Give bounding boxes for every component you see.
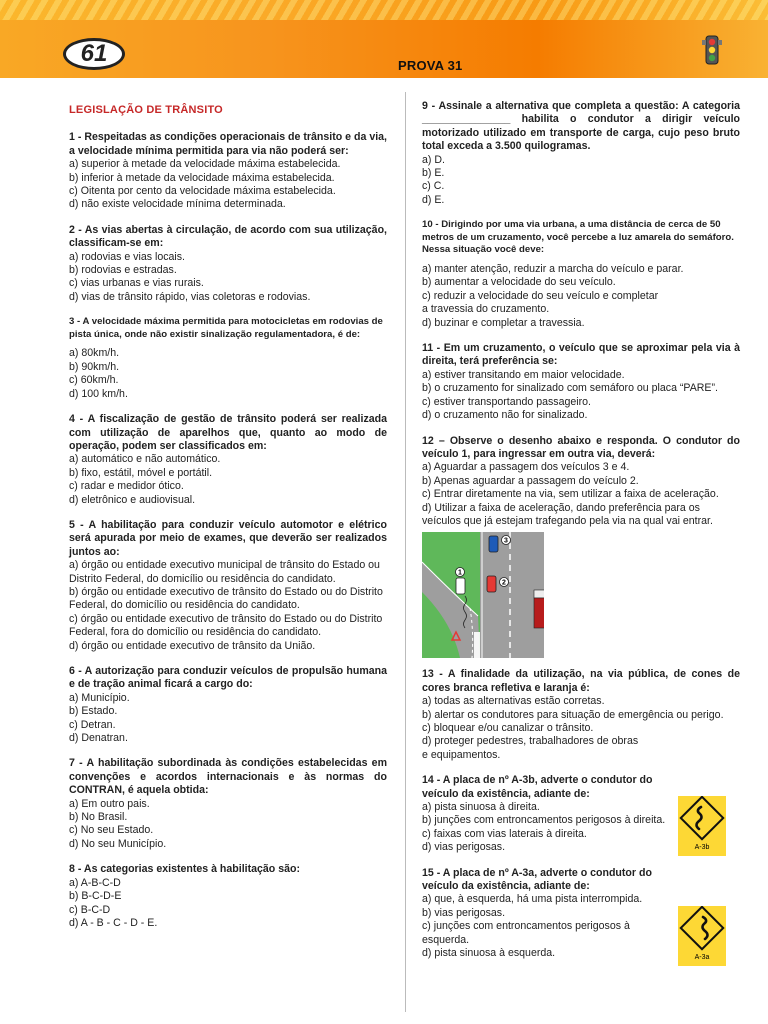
sign-a3a-label: A-3a — [694, 954, 710, 961]
option: c) B-C-D — [69, 903, 111, 916]
option: c) faixas com vias laterais à direita. — [422, 827, 587, 840]
option: a) superior à metade da velocidade máxima estabelecida. — [69, 158, 341, 171]
question-4 — [69, 413, 387, 507]
option: e equipamentos. — [422, 748, 501, 761]
question-stem: 14 - A placa de nº A-3b, adverte o condutor do veículo da existência, adiante de: — [422, 774, 653, 800]
option: a) D. — [422, 153, 445, 166]
vehicle-3 — [489, 536, 498, 552]
option: d) buzinar e completar a travessia. — [422, 316, 585, 329]
exam-title: PROVA 31 — [398, 58, 463, 73]
option: a) 80km/h. — [69, 347, 120, 360]
option: b) junções com entroncamentos perigosos à direita. — [422, 814, 666, 827]
option: d) vias de trânsito rápido, vias coletoras e rodovias. — [69, 290, 311, 303]
road-diagram — [422, 532, 544, 658]
page-number: 61 — [63, 38, 125, 70]
option: b) fixo, estátil, móvel e portátil. — [69, 466, 213, 479]
option: c) radar e medidor ótico. — [69, 480, 184, 493]
question-3 — [69, 316, 387, 401]
option: c) 60km/h. — [69, 374, 119, 387]
option: a) Em outro pais. — [69, 797, 150, 810]
option: a) manter atenção, reduzir a marcha do veículo e parar. — [422, 263, 684, 276]
question-stem: 2 - As vias abertas à circulação, de acordo com sua utilização, classificam-se em: — [69, 223, 387, 250]
option: d) pista sinuosa à esquerda. — [422, 947, 556, 960]
question-stem: 9 - Assinale a alternativa que completa a questão: A categoria _______________ habilita o condutor a dirigir veículo motorizado utilizado em transporte de carga, cujo peso bruto total exceda a 3.500 quilogramas. — [422, 100, 740, 153]
option: c) No seu Estado. — [69, 824, 154, 837]
sign-a3b-icon — [678, 796, 726, 856]
option: b) órgão ou entidade executivo de trânsito do Estado ou do Distrito Federal, do domicílio ou residência do candidato. — [69, 585, 383, 612]
question-10 — [422, 219, 740, 330]
option: d) Utilizar a faixa de aceleração, dando preferência para os veículos que já estejam trafegando pela via na qual vai entrar. — [422, 501, 713, 527]
option: d) E. — [422, 193, 445, 206]
option: c) vias urbanas e vias rurais. — [69, 277, 204, 290]
option: c) bloquear e/ou canalizar o trânsito. — [422, 721, 594, 734]
option: b) vias perigosas. — [422, 906, 506, 919]
traffic-light-icon — [700, 34, 724, 68]
question-stem: 10 - Dirigindo por uma via urbana, a uma distância de cerca de 50 metros de um cruzamento, você percebe a luz amarela do semáforo. Nessa situação você deve: — [422, 219, 734, 256]
option: d) Denatran. — [69, 732, 128, 745]
option: b) No Brasil. — [69, 811, 128, 824]
option: b) E. — [422, 167, 445, 180]
option: c) Oitenta por cento da velocidade máxima estabelecida. — [69, 185, 336, 198]
question-9 — [422, 100, 740, 207]
option: d) eletrônico e audiovisual. — [69, 493, 196, 506]
option: c) reduzir a velocidade do seu veículo e completar — [422, 289, 659, 302]
option: a) Município. — [69, 691, 130, 704]
question-stem: 12 – Observe o desenho abaixo e responda. O condutor do veículo 1, para ingressar em outra via, deverá: — [422, 434, 740, 460]
header-pattern — [0, 0, 768, 20]
question-1 — [69, 131, 387, 211]
question-stem: 15 - A placa de nº A-3a, adverte o condutor do veículo da existência, adiante de: — [422, 866, 652, 893]
question-8 — [69, 863, 387, 930]
option: c) junções com entroncamentos perigosos à esquerda. — [422, 920, 630, 946]
question-stem: 5 - A habilitação para conduzir veículo automotor e elétrico será apurada por meio de exames, que deverão ser realizados juntos ao: — [69, 518, 387, 558]
option: b) Apenas aguardar a passagem do veículo 2. — [422, 474, 639, 487]
question-5 — [69, 519, 387, 653]
sign-a3a-icon — [678, 906, 726, 966]
road-illustration — [422, 532, 544, 658]
question-stem: 8 - As categorias existentes à habilitação são: — [69, 863, 300, 876]
question-stem: 6 - A autorização para conduzir veículos de propulsão humana e de tração animal ficará a cargo do: — [69, 665, 387, 691]
question-14 — [422, 774, 667, 854]
question-stem: 13 - A finalidade da utilização, na via pública, de cones de cores branca refletiva e laranja é: — [422, 668, 740, 694]
option: b) Estado. — [69, 705, 118, 718]
option: c) Detran. — [69, 718, 116, 731]
vehicle-1 — [456, 578, 465, 594]
option: a) automático e não automático. — [69, 453, 221, 466]
option: a) rodovias e vias locais. — [69, 250, 185, 263]
vehicle-label-1: 1 — [458, 569, 462, 577]
question-15 — [422, 867, 672, 961]
option: d) vias perigosas. — [422, 841, 506, 854]
option: a) estiver transitando em maior velocidade. — [422, 368, 625, 381]
option: b) 90km/h. — [69, 360, 120, 373]
option: b) aumentar a velocidade do seu veículo. — [422, 276, 616, 289]
column-divider — [405, 92, 406, 1012]
question-stem: 4 - A fiscalização de gestão de trânsito poderá ser realizada com utilização de aparelhos que, quanto ao modo de operação, podem ser classificados em: — [69, 413, 387, 452]
question-2 — [69, 224, 387, 304]
question-11 — [422, 342, 740, 422]
vehicle-2 — [487, 576, 496, 592]
vehicle-label-2: 2 — [502, 579, 506, 587]
option: c) órgão ou entidade executivo de trânsito do Estado ou do Distrito Federal, fora do domicílio ou residência do candidato. — [69, 612, 383, 639]
option: a) todas as alternativas estão corretas. — [422, 695, 605, 708]
option: b) rodovias e estradas. — [69, 264, 177, 277]
option: d) o cruzamento não for sinalizado. — [422, 409, 588, 422]
question-stem: 11 - Em um cruzamento, o veículo que se aproximar pela via à direita, terá preferência se: — [422, 342, 740, 368]
option: b) alertar os condutores para situação de emergência ou perigo. — [422, 708, 724, 721]
option: d) A - B - C - D - E. — [69, 916, 158, 929]
truck — [534, 598, 544, 628]
option: d) órgão ou entidade executivo de trânsito da União. — [69, 639, 316, 652]
option: a) órgão ou entidade executivo municipal de trânsito do Estado ou Distrito Federal, do domicílio ou residência do candidato. — [69, 559, 380, 585]
option: b) B-C-D-E — [69, 890, 122, 903]
option: a) A-B-C-D — [69, 876, 121, 889]
option: a travessia do cruzamento. — [422, 303, 550, 316]
option: d) não existe velocidade mínima determinada. — [69, 198, 286, 211]
question-stem: 7 - A habilitação subordinada às condições estabelecidas em convenções e acordos internacionais e às normas do CONTRAN, é aquela obtida: — [69, 757, 387, 797]
option: c) estiver transportando passageiro. — [422, 395, 591, 408]
sign-a3b-label: A-3b — [694, 844, 710, 851]
question-stem: 1 - Respeitadas as condições operacionais de trânsito e da via, a velocidade mínima permitida para via não poderá ser: — [69, 131, 387, 157]
question-stem: 3 - A velocidade máxima permitida para motocicletas em rodovias de pista única, onde não existir sinalização regulamentadora, é de: — [69, 316, 383, 340]
option: d) No seu Município. — [69, 837, 167, 850]
option: c) Entrar diretamente na via, sem utilizar a faixa de aceleração. — [422, 488, 719, 501]
option: d) 100 km/h. — [69, 387, 128, 400]
page-header — [0, 0, 768, 86]
option: a) que, à esquerda, há uma pista interrompida. — [422, 893, 643, 906]
left-column — [69, 100, 387, 942]
option: b) o cruzamento for sinalizado com semáforo ou placa “PARE”. — [422, 382, 718, 395]
question-12 — [422, 435, 740, 529]
question-6 — [69, 665, 387, 745]
option: a) pista sinuosa à direita. — [422, 801, 540, 813]
vehicle-label-3: 3 — [504, 537, 508, 545]
question-7 — [69, 757, 387, 851]
option: a) Aguardar a passagem dos veículos 3 e 4. — [422, 461, 630, 474]
option: d) proteger pedestres, trabalhadores de obras — [422, 735, 639, 748]
question-13 — [422, 668, 740, 762]
option: b) inferior à metade da velocidade máxima estabelecida. — [69, 171, 335, 184]
option: c) C. — [422, 180, 445, 193]
section-title: LEGISLAÇÃO DE TRÂNSITO — [69, 104, 223, 116]
